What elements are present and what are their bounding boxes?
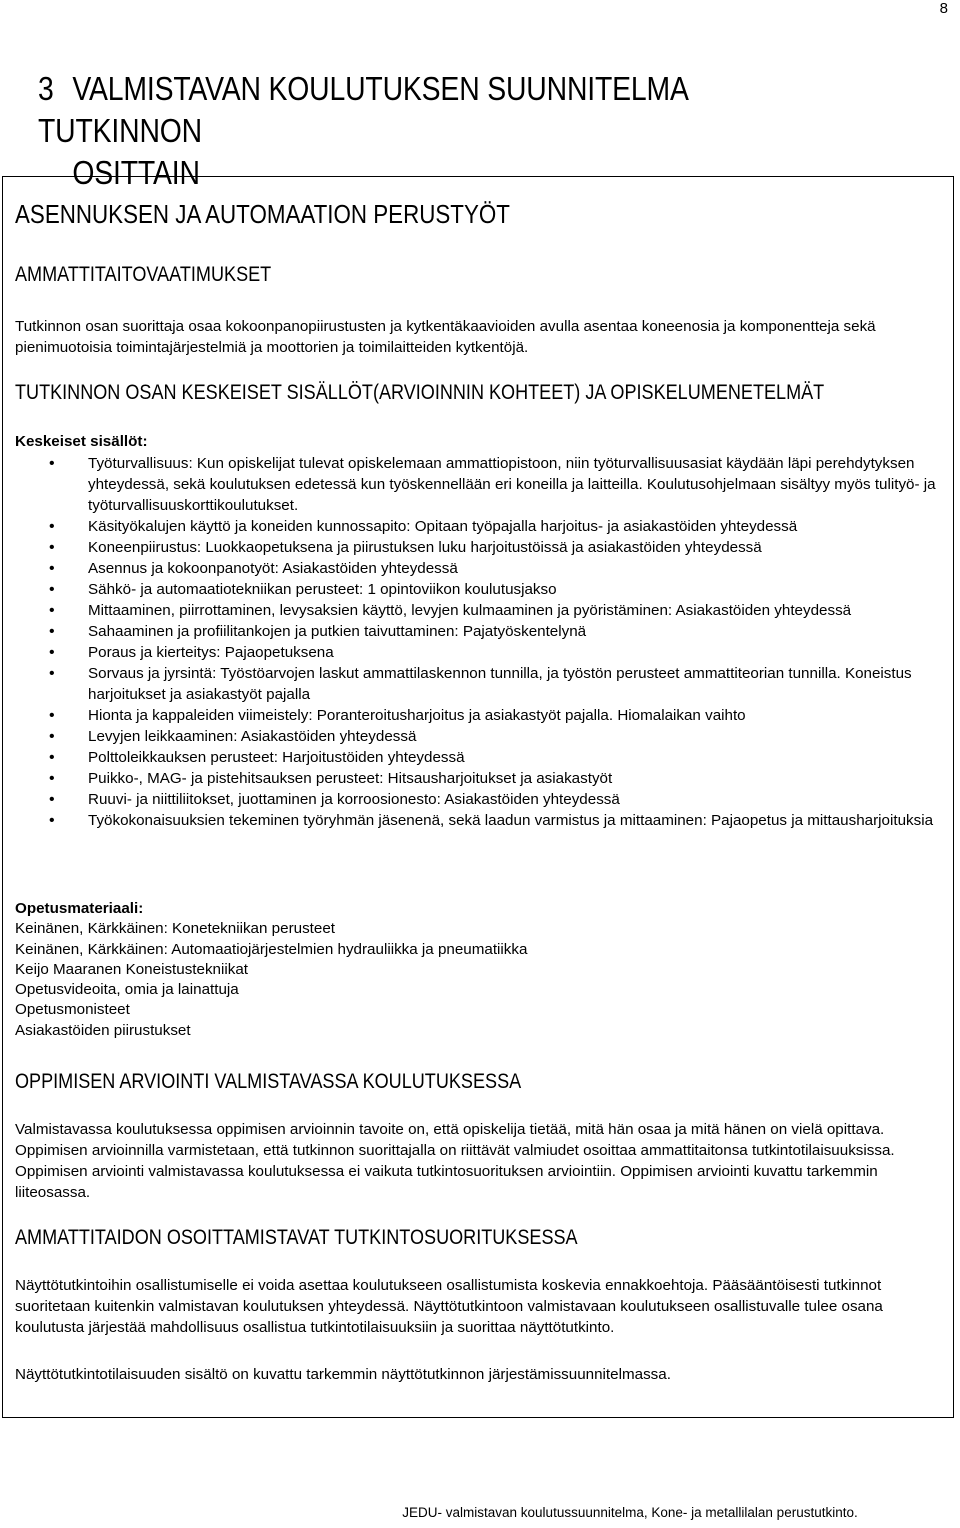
materials-item: Opetusvideoita, omia ja lainattuja [15, 981, 239, 999]
list-item: • Poraus ja kierteitys: Pajaopetuksena [15, 642, 947, 663]
assessment-heading: OPPIMISEN ARVIOINTI VALMISTAVASSA KOULUTUKSESSA [15, 1070, 522, 1093]
requirements-heading: AMMATTITAITOVAATIMUKSET [15, 263, 272, 286]
materials-label: Opetusmateriaali: [15, 900, 144, 917]
chapter-number: 3 [38, 70, 54, 107]
materials-item: Keinänen, Kärkkäinen: Automaatiojärjestelmien hydrauliikka ja pneumatiikka [15, 940, 528, 958]
list-item: • Sähkö- ja automaatiotekniikan perusteet: 1 opintoviikon koulutusjakso [15, 579, 947, 600]
assessment-text: Valmistavassa koulutuksessa oppimisen arvioinnin tavoite on, että opiskelija tietää, mitä hän osaa ja mitä hänen on vielä opittava. Oppimisen arvioinnilla varmistetaan, että tutkinnon suorittajalla on riittävät valmiudet osoittaa ammattitaitonsa tutkintotilaisuuksissa. Oppimisen arviointi valmistavassa koulutuksessa ei vaikuta tutkintosuorituksen arviointiin. Oppimisen arviointi kuvattu tarkemmin liiteosassa. [15, 1121, 895, 1201]
list-item: • Polttoleikkauksen perusteet: Harjoitustöiden yhteydessä [15, 747, 947, 768]
list-item: • Ruuvi- ja niittiliitokset, juottaminen ja korroosionesto: Asiakastöiden yhteydessä [15, 789, 947, 810]
page-footer: JEDU- valmistavan koulutussuunnitelma, Kone- ja metallilalan perustutkinto. [402, 1505, 858, 1520]
list-item: • Levyjen leikkaaminen: Asiakastöiden yhteydessä [15, 726, 947, 747]
materials-item: Opetusmonisteet [15, 1001, 130, 1019]
list-item: • Mittaaminen, piirrottaminen, levysaksien käyttö, levyjen kulmaaminen ja pyöristäminen: Asiakastöiden yhteydessä [15, 600, 947, 621]
chapter-title-line1: VALMISTAVAN KOULUTUKSEN SUUNNITELMA TUTKINNON [38, 70, 688, 149]
contents-list [15, 453, 947, 831]
demonstration-heading: AMMATTITAIDON OSOITTAMISTAVAT TUTKINTOSUORITUKSESSA [15, 1226, 578, 1249]
page-number: 8 [939, 0, 948, 17]
list-item: • Sorvaus ja jyrsintä: Työstöarvojen laskut ammattilaskennon tunnilla, ja työstön perusteet ammattiteorian tunnilla. Koneistus harjoitukset ja asiakastyöt pajalla [15, 663, 947, 705]
content-box [2, 176, 954, 1418]
chapter-title-line2: OSITTAIN [72, 154, 200, 191]
list-item: • Työkokonaisuuksien tekeminen työryhmän jäsenenä, sekä laadun varmistus ja mittaaminen: Pajaopetus ja mittausharjoituksia [15, 810, 947, 831]
list-item: • Sahaaminen ja profiilitankojen ja putkien taivuttaminen: Pajatyöskentelynä [15, 621, 947, 642]
list-item: • Työturvallisuus: Kun opiskelijat tulevat opiskelemaan ammattiopistoon, niin työturvallisuusasiat käydään läpi perehdytyksen yhteydessä, sekä koulutuksen edetessä kun työskennellään eri koneilla ja laitteilla. Koulutusohjelmaan sisältyy myös tulityö- ja työturvallisuuskorttikoulutukset. [15, 453, 947, 516]
list-item: • Koneenpiirustus: Luokkaopetuksena ja piirustuksen luku harjoitustöissä ja asiakastöiden yhteydessä [15, 537, 947, 558]
list-item: • Käsityökalujen käyttö ja koneiden kunnossapito: Opitaan työpajalla harjoitus- ja asiakastöiden yhteydessä [15, 516, 947, 537]
list-item: • Asennus ja kokoonpanotyöt: Asiakastöiden yhteydessä [15, 558, 947, 579]
materials-item: Keijo Maaranen Koneistustekniikat [15, 960, 249, 978]
materials-item: Keinänen, Kärkkäinen: Konetekniikan perusteet [15, 920, 335, 938]
requirements-text: Tutkinnon osan suorittaja osaa kokoonpanopiirustusten ja kytkentäkaavioiden avulla asentaa koneenosia ja komponentteja sekä pienimuotoisia toimintajärjestelmiä ja moottorien ja toimilaitteiden kytkentöjä. [15, 318, 876, 356]
contents-label: Keskeiset sisällöt: [15, 433, 148, 450]
materials-item: Asiakastöiden piirustukset [15, 1021, 191, 1039]
section-title: ASENNUKSEN JA AUTOMAATION PERUSTYÖT [15, 199, 510, 229]
materials-block [15, 899, 527, 1041]
list-item: • Puikko-, MAG- ja pistehitsauksen perusteet: Hitsausharjoitukset ja asiakastyöt [15, 768, 947, 789]
contents-heading: TUTKINNON OSAN KESKEISET SISÄLLÖT(ARVIOINNIN KOHTEET) JA OPISKELUMENETELMÄT [15, 381, 825, 404]
list-item: • Hionta ja kappaleiden viimeistely: Poranteroitusharjoitus ja asiakastyöt pajalla. Hiomalaikan vaihto [15, 705, 947, 726]
demonstration-text-1: Näyttötutkintoihin osallistumiselle ei voida asettaa koulutukseen osallistumista koskevia ennakkoehtoja. Pääsääntöisesti tutkinnot suoritetaan kuitenkin valmistavan koulutuksen yhteydessä. Näyttötutkintoon valmistavaan koulutukseen osallistuvalle tulee osana koulutusta järjestää mahdollisuus osallistua tutkintotilaisuuksiin ja suorittaa näyttötutkinto. [15, 1277, 883, 1336]
demonstration-text-2: Näyttötutkintotilaisuuden sisältö on kuvattu tarkemmin näyttötutkinnon järjestämissuunnitelmassa. [15, 1366, 671, 1383]
